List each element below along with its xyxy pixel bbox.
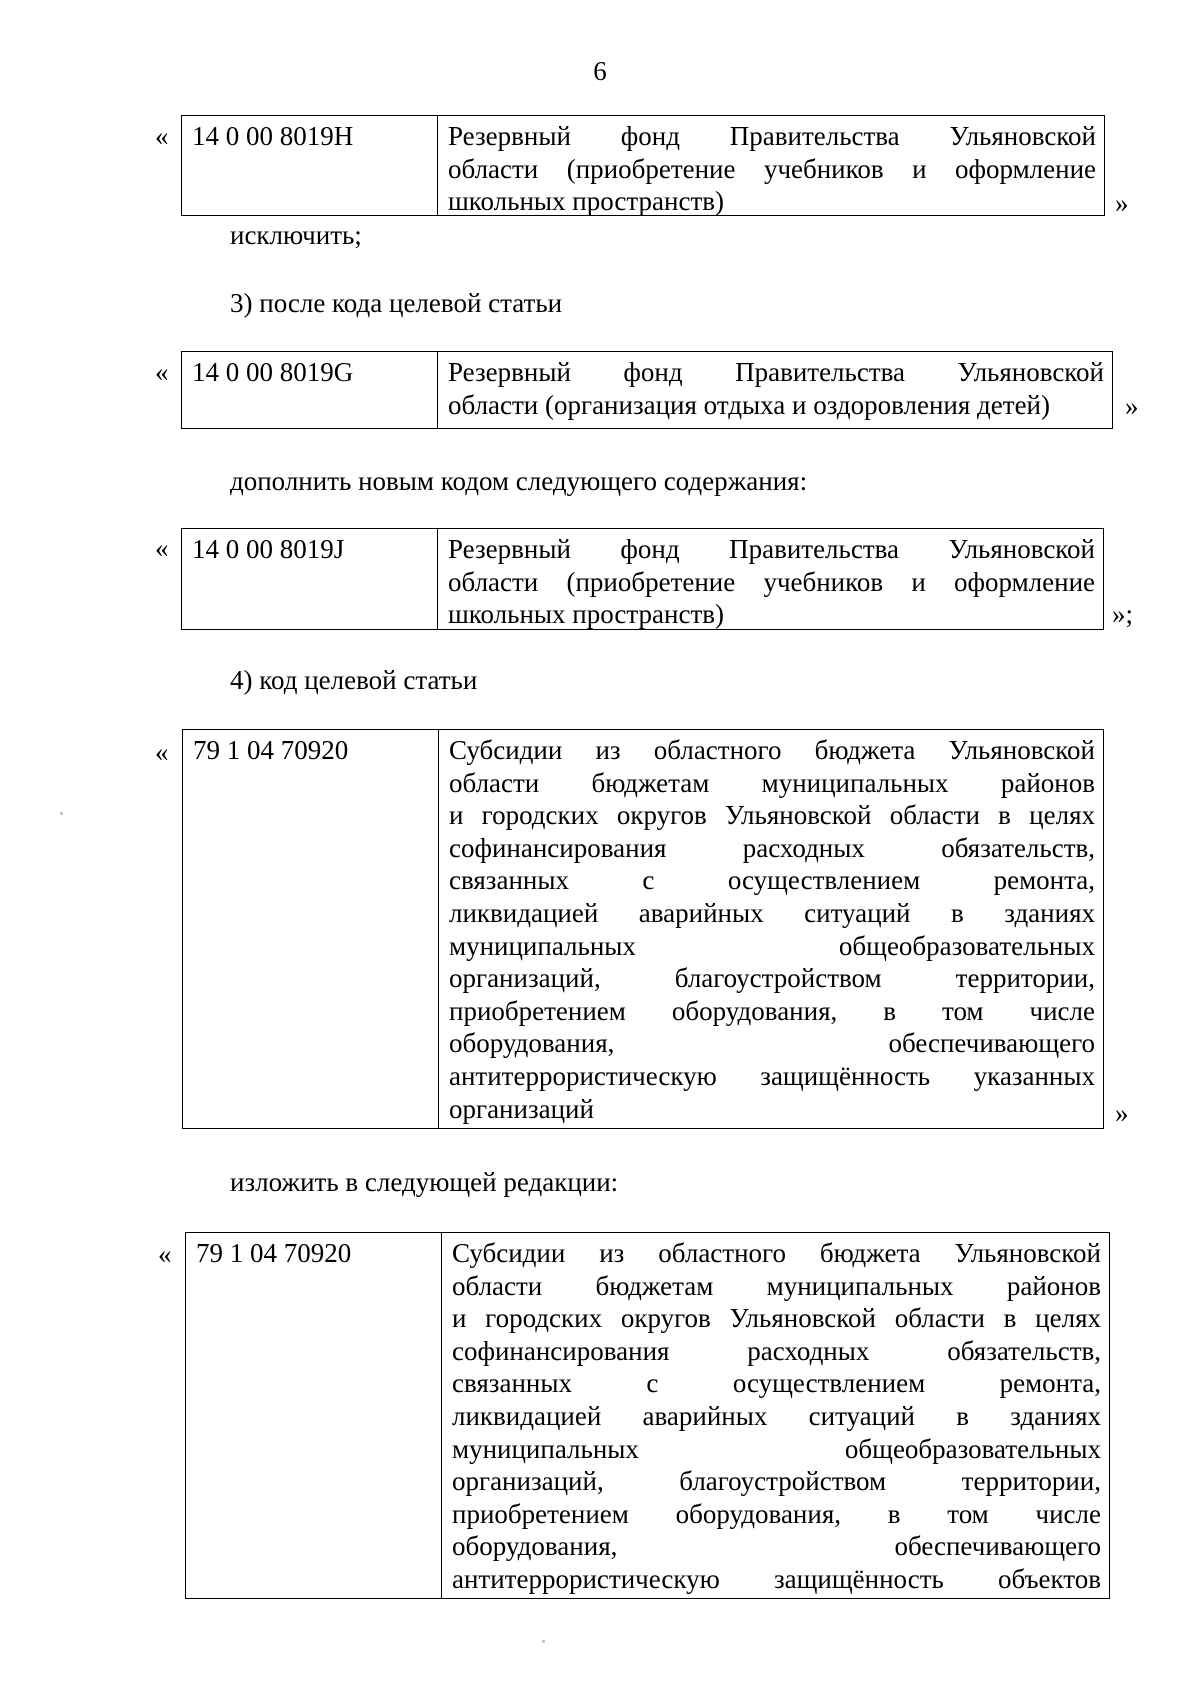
code-table-2 (181, 351, 1113, 429)
target-code-cell (183, 730, 439, 1128)
quote-open: « (155, 737, 169, 767)
description-line: оборудования, обеспечивающего (449, 1028, 1095, 1059)
description-line: связанных с осуществлением ремонта, (452, 1368, 1101, 1399)
description-line: Субсидии из областного бюджета Ульяновской (449, 735, 1095, 765)
quote-close: » (1125, 391, 1139, 421)
description-line: муниципальных общеобразовательных (452, 1433, 1101, 1464)
paragraph-item-3: 3) после кода целевой статьи (230, 288, 563, 318)
page-number: 6 (593, 56, 607, 86)
description-line: школьных пространств) (448, 599, 724, 630)
description-line: приобретением оборудования, в том числе (452, 1498, 1101, 1529)
description-cell (442, 1233, 1109, 1598)
target-code-cell (182, 352, 438, 428)
description-cell (438, 116, 1104, 215)
description-line: оборудования, обеспечивающего (452, 1531, 1101, 1562)
description-line: организаций (449, 1093, 594, 1124)
target-code-cell (182, 116, 438, 215)
quote-close: » (1115, 188, 1129, 218)
paragraph-new-wording: изложить в следующей редакции: (230, 1167, 619, 1197)
description-line: Резервный фонд Правительства Ульяновской (448, 357, 1104, 387)
quote-close: »; (1112, 599, 1134, 629)
description-line: и городских округов Ульяновской области в целях (449, 800, 1095, 831)
quote-open: « (155, 357, 169, 387)
description-line: области (приобретение учебников и оформление (448, 153, 1096, 184)
target-code: 14 0 00 8019G (192, 357, 354, 387)
target-code-cell (186, 1233, 442, 1598)
target-code: 79 1 04 70920 (196, 1238, 352, 1268)
description-line: софинансирования расходных обязательств, (449, 832, 1095, 863)
description-line: школьных пространств) (448, 186, 724, 217)
paragraph-add-code: дополнить новым кодом следующего содержания: (230, 466, 808, 496)
description-cell (438, 352, 1112, 428)
description-cell (438, 529, 1103, 629)
description-line: Резервный фонд Правительства Ульяновской (448, 534, 1095, 564)
quote-close: » (1115, 1098, 1129, 1128)
description-line: ликвидацией аварийных ситуаций в зданиях (452, 1400, 1101, 1431)
target-code-cell (182, 529, 438, 629)
paragraph-item-4: 4) код целевой статьи (230, 665, 478, 695)
target-code: 14 0 00 8019H (192, 121, 354, 151)
description-cell (439, 730, 1103, 1128)
scan-speck (542, 1640, 545, 1643)
description-line: организаций, благоустройством территории, (449, 963, 1095, 994)
description-line: муниципальных общеобразовательных (449, 930, 1095, 961)
description-line: области (приобретение учебников и оформление (448, 566, 1095, 597)
code-table-1 (181, 115, 1105, 216)
paragraph-exclude: исключить; (230, 220, 362, 250)
description-line: софинансирования расходных обязательств, (452, 1335, 1101, 1366)
description-line: связанных с осуществлением ремонта, (449, 865, 1095, 896)
quote-open: « (155, 121, 169, 151)
description-line: организаций, благоустройством территории, (452, 1466, 1101, 1497)
description-line: области бюджетам муниципальных районов (449, 767, 1095, 798)
target-code: 14 0 00 8019J (192, 534, 345, 564)
description-line: антитеррористическую защищённость указанных (449, 1060, 1095, 1091)
scan-speck (60, 812, 63, 815)
quote-open: « (155, 533, 169, 563)
code-table-5 (185, 1232, 1110, 1599)
description-line: Субсидии из областного бюджета Ульяновской (452, 1238, 1101, 1268)
code-table-4 (182, 729, 1104, 1129)
description-line: приобретением оборудования, в том числе (449, 995, 1095, 1026)
description-line: области (организация отдыха и оздоровления детей) (448, 389, 1050, 420)
description-line: и городских округов Ульяновской области в целях (452, 1303, 1101, 1334)
code-table-3 (181, 528, 1104, 630)
description-line: ликвидацией аварийных ситуаций в зданиях (449, 897, 1095, 928)
description-line: Резервный фонд Правительства Ульяновской (448, 121, 1096, 151)
target-code: 79 1 04 70920 (193, 735, 349, 765)
description-line: антитеррористическую защищённость объектов (452, 1563, 1101, 1594)
quote-open: « (158, 1239, 172, 1269)
description-line: области бюджетам муниципальных районов (452, 1270, 1101, 1301)
